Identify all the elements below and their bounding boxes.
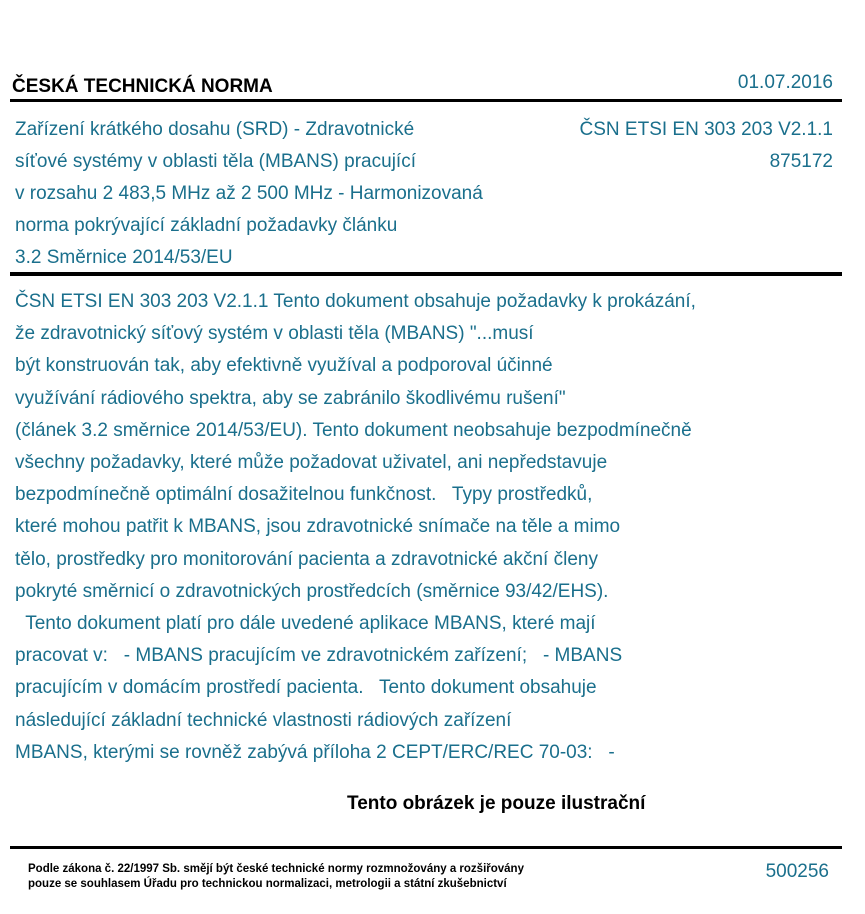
- abstract-line: že zdravotnický síťový systém v oblasti těla (MBANS) "...musí: [15, 323, 534, 345]
- abstract-line: využívání rádiového spektra, aby se zabránilo škodlivému rušení": [15, 387, 566, 409]
- title-line: 3.2 Směrnice 2014/53/EU: [15, 247, 233, 268]
- publication-date: 01.07.2016: [737, 72, 833, 93]
- standard-title: [15, 114, 560, 274]
- abstract-line: bezpodmínečně optimální dosažitelnou funkčnost. Typy prostředků,: [15, 484, 593, 506]
- abstract-line: pokryté směrnicí o zdravotnických prostředcích (směrnice 93/42/EHS).: [15, 580, 609, 602]
- class-number: 875172: [769, 151, 833, 172]
- notice-line: Podle zákona č. 22/1997 Sb. smějí být české technické normy rozmnožovány a rozšiřovány: [28, 863, 524, 875]
- copyright-notice: [28, 862, 648, 892]
- title-line: v rozsahu 2 483,5 MHz až 2 500 MHz - Harmonizovaná: [15, 183, 483, 204]
- abstract-line: být konstruován tak, aby efektivně využíval a podporoval účinné: [15, 355, 553, 377]
- abstract-line: všechny požadavky, které může požadovat uživatel, ani nepředstavuje: [15, 452, 608, 474]
- title-line: norma pokrývající základní požadavky článku: [15, 215, 398, 236]
- abstract-line: pracujícím v domácím prostředí pacienta. Tento dokument obsahuje: [15, 677, 597, 699]
- abstract-line: pracovat v: - MBANS pracujícím ve zdravotnickém zařízení; - MBANS: [15, 645, 623, 667]
- abstract-line: tělo, prostředky pro monitorování pacienta a zdravotnické akční členy: [15, 548, 598, 570]
- header-rule: [10, 99, 842, 102]
- abstract-line: následující základní technické vlastnosti rádiových zařízení: [15, 709, 512, 731]
- abstract-line: MBANS, kterými se rovněž zabývá příloha 2 CEPT/ERC/REC 70-03: -: [15, 741, 615, 763]
- abstract-line: Tento dokument platí pro dále uvedené aplikace MBANS, které mají: [15, 613, 596, 635]
- abstract-line: (článek 3.2 směrnice 2014/53/EU). Tento dokument neobsahuje bezpodmínečně: [15, 419, 692, 441]
- footer-rule: [10, 846, 842, 849]
- document-number: 500256: [765, 861, 829, 882]
- abstract-line: ČSN ETSI EN 303 203 V2.1.1 Tento dokument obsahuje požadavky k prokázání,: [15, 291, 696, 312]
- abstract-text: [15, 286, 815, 769]
- title-line: Zařízení krátkého dosahu (SRD) - Zdravotnické: [15, 119, 415, 140]
- document-type-title: ČESKÁ TECHNICKÁ NORMA: [12, 76, 273, 97]
- illustration-caption: Tento obrázek je pouze ilustrační: [347, 793, 646, 814]
- title-line: síťové systémy v oblasti těla (MBANS) pracující: [15, 151, 416, 172]
- title-rule: [10, 272, 842, 276]
- notice-line: pouze se souhlasem Úřadu pro technickou normalizaci, metrologii a státní zkušebnictví: [28, 878, 507, 890]
- standard-designation: ČSN ETSI EN 303 203 V2.1.1: [579, 119, 833, 140]
- standard-identifier: [580, 114, 833, 178]
- abstract-line: které mohou patřit k MBANS, jsou zdravotnické snímače na těle a mimo: [15, 516, 621, 538]
